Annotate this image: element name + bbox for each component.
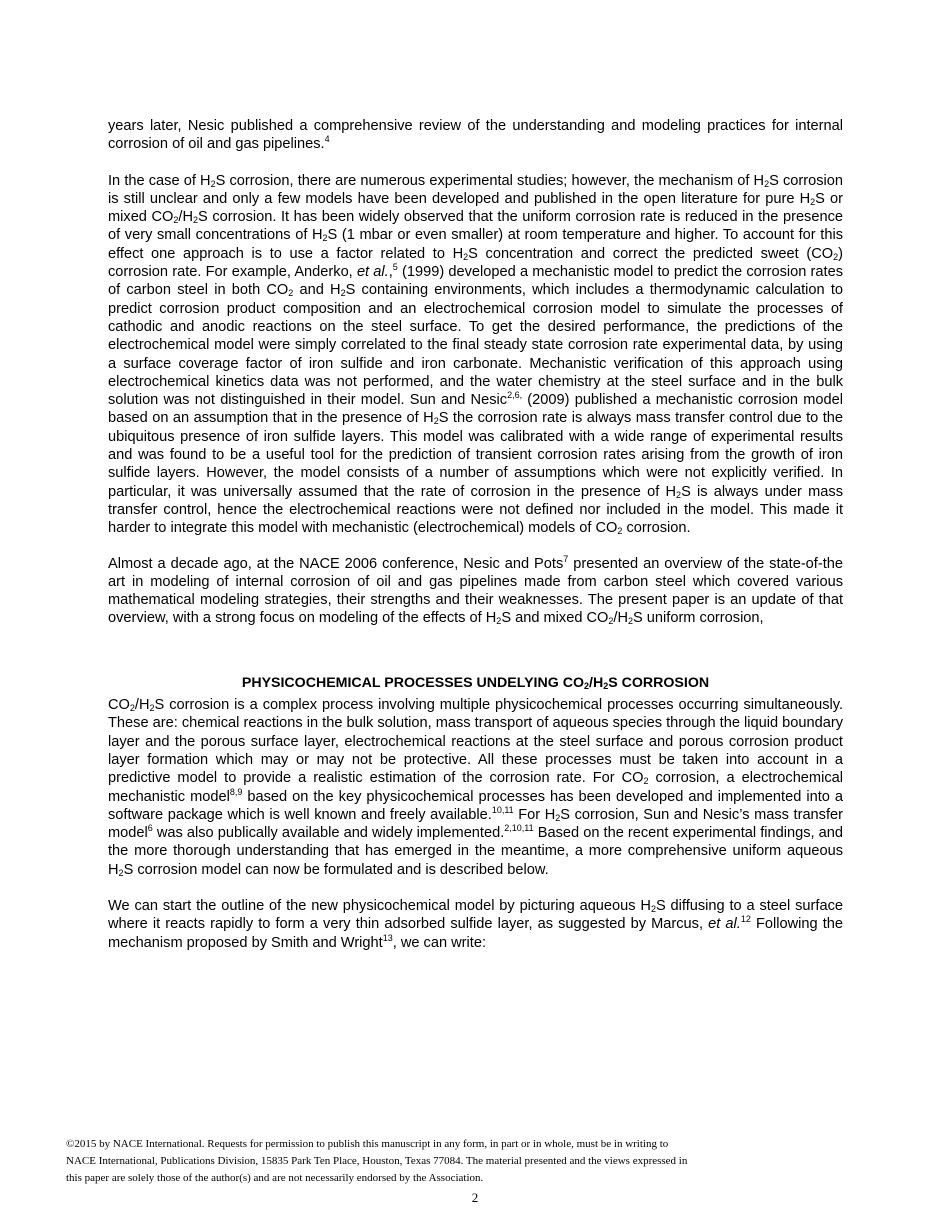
footer-line: NACE International, Publications Division, 15835 Park Ten Place, Houston, Texas 77084. The material presented and the views expressed in	[66, 1155, 688, 1167]
footer-line: ©2015 by NACE International. Requests for permission to publish this manuscript in any form, in part or in whole, must be in writing to	[66, 1138, 669, 1150]
paragraph-nace-2006-overview: Almost a decade ago, at the NACE 2006 conference, Nesic and Pots$^7$ presented an overview of the state-of-the art in modeling of internal corrosion of oil and gas pipelines made from carbon steel which covered various mathematical modeling strategies, their strengths and their weaknesses. The present paper is an update of that overview, with a strong focus on modeling of the effects of $H_2S$ and mixed $CO_2/H_2S$ uniform corrosion,	[108, 553, 843, 627]
copyright-footer	[66, 1136, 786, 1187]
paragraph-model-outline: We can start the outline of the new physicochemical model by picturing aqueous $H_2S$ diffusing to a steel surface where it reacts rapidly to form a very thin adsorbed sulfide layer, as suggested by Marcus, et al.$^{12}$ Following the mechanism proposed by Smith and Wright$^{13}$, we can write:	[108, 897, 843, 951]
section-heading: PHYSICOCHEMICAL PROCESSES UNDELYING $CO_2/H_2S$ CORROSION	[241, 674, 710, 691]
paragraph-h2s-corrosion-models: In the case of $H_2S$ corrosion, there are numerous experimental studies; however, the mechanism of $H_2S$ corrosion is still unclear and only a few models have been developed and published in the open literature for pure $H_2S$ or mixed $CO_2/H_2S$ corrosion. It has been widely observed that the uniform corrosion rate is reduced in the presence of very small concentrations of $H_2S$ (1 mbar or even smaller) at room temperature and higher. To account for this effect one approach is to use a factor related to $H_2S$ concentration and correct the predicted sweet $(CO_2)$ corrosion rate. For example, Anderko, et al.,$^5$ (1999) developed a mechanistic model to predict the corrosion rates of carbon steel in both $CO_2$ and $H_2S$ containing environments, which includes a thermodynamic calculation to predict corrosion product composition and an electrochemical corrosion model to simulate the processes of cathodic and anodic reactions on the steel surface. To get the desired performance, the predictions of the electrochemical model were simply correlated to the final steady state corrosion rate experimental data, by using a surface coverage factor of iron sulfide and iron carbonate. Mechanistic verification of this approach using electrochemical kinetics data was not performed, and the water chemistry at the steel surface and in the bulk solution was not distinguished in their model. Sun and Nesic$^{2,6,}$ (2009) published a mechanistic corrosion model based on an assumption that in the presence of $H_2S$ the corrosion rate is always mass transfer control due to the ubiquitous presence of iron sulfide layers. This model was calibrated with a wide range of experimental results and was found to be a useful tool for the prediction of transient corrosion rates arising from the growth of iron sulfide layers. However, the model consists of a number of assumptions which were not explicitly verified. In particular, it was universally assumed that the rate of corrosion in the presence of $H_2S$ is always under mass transfer control, hence the electrochemical reactions were not defined nor included in the model. This made it harder to integrate this model with mechanistic (electrochemical) models of $CO_2$ corrosion.	[108, 172, 844, 537]
footer-line: this paper are solely those of the author(s) and are not necessarily endorsed by the Association.	[66, 1172, 484, 1184]
paragraph-physicochemical-processes: $CO_2/H_2S$ corrosion is a complex process involving multiple physicochemical processes occurring simultaneously. These are: chemical reactions in the bulk solution, mass transport of aqueous species through the liquid boundary layer and the porous surface layer, electrochemical reactions at the steel surface and porous corrosion product layer formation which may or may not be protective. All these processes must be taken into account in a predictive model to provide a realistic estimation of the corrosion rate. For $CO_2$ corrosion, a electrochemical mechanistic model$^{8,9}$ based on the key physicochemical processes has been developed and implemented into a software package which is well known and freely available.$^{10,11}$ For $H_2S$ corrosion, Sun and Nesic’s mass transfer model$^6$ was also publically available and widely implemented.$^{2,10,11}$ Based on the recent experimental findings, and the more thorough understanding that has emerged in the meantime, a more comprehensive uniform aqueous $H_2S$ corrosion model can now be formulated and is described below.	[108, 697, 843, 878]
page-number: 2	[471, 1190, 479, 1205]
paragraph-nesic-review: years later, Nesic published a comprehensive review of the understanding and modeling practices for internal corrosion of oil and gas pipelines.$^4$	[108, 118, 843, 153]
paper-body	[108, 117, 843, 952]
